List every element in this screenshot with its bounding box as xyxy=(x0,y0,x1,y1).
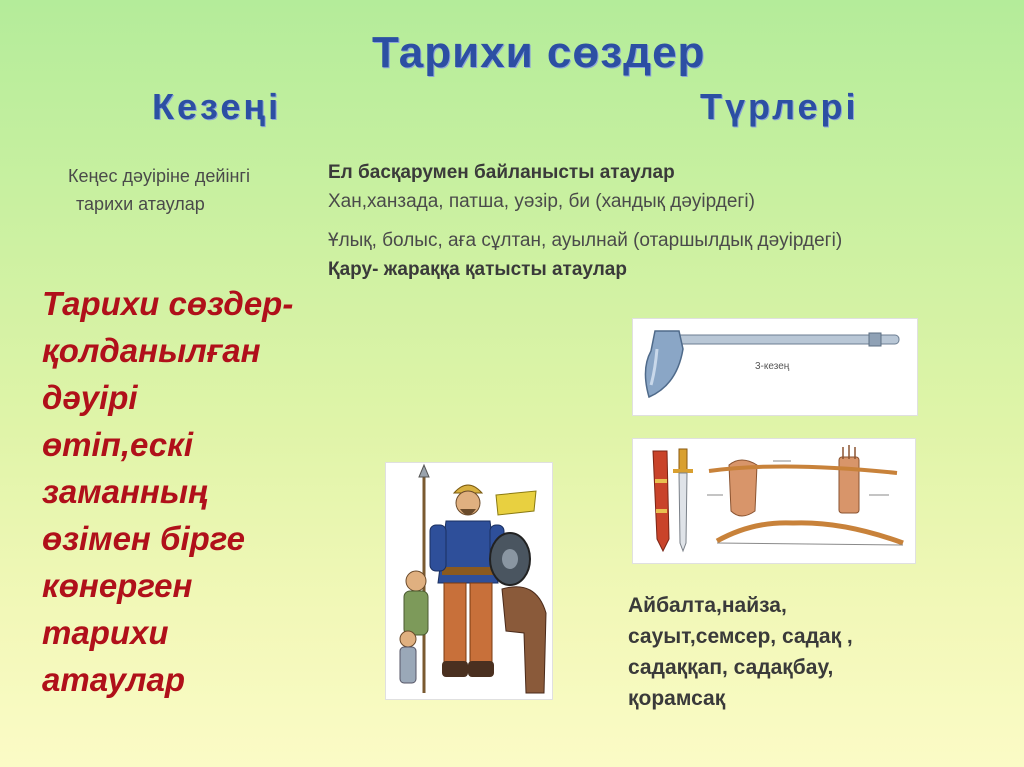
definition-line: дәуірі xyxy=(42,379,138,416)
definition-line: заманның xyxy=(42,473,208,510)
period-line-2: тарихи атаулар xyxy=(76,194,205,214)
slide-title: Тарихи сөздер xyxy=(372,28,706,77)
admin-line-2: Ұлық, болыс, аға сұлтан, ауылнай (отаршылдық дәуірдегі) xyxy=(328,230,843,251)
weapons-image xyxy=(632,438,916,564)
definition-line: Тарихи сөздер- xyxy=(42,285,294,322)
definition-line: көнерген xyxy=(42,567,193,604)
axe-caption: 3-кезең xyxy=(755,361,790,372)
weapons-illustration xyxy=(633,439,915,563)
definition-line: өзімен бірге xyxy=(42,520,245,557)
definition-text xyxy=(42,280,342,703)
period-line-1: Кеңес дәуіріне дейінгі xyxy=(68,166,250,186)
types-text xyxy=(328,158,842,284)
definition-line: қолданылған xyxy=(42,332,261,369)
admin-heading: Ел басқарумен байланысты атаулар xyxy=(328,162,675,183)
weapons-line: қорамсақ xyxy=(628,687,726,710)
admin-line-1: Хан,ханзада, патша, уәзір, би (хандық дәуірдегі) xyxy=(328,191,755,212)
weapons-line: сауыт,семсер, садақ , xyxy=(628,625,853,648)
weapons-line: садаққап, садақбау, xyxy=(628,656,834,679)
warrior-image xyxy=(385,462,553,700)
types-header: Түрлері xyxy=(700,86,859,127)
definition-line: тарихи xyxy=(42,614,169,651)
axe-image xyxy=(632,318,918,416)
warrior-illustration xyxy=(386,463,552,699)
weapons-list xyxy=(628,590,928,714)
definition-line: өтіп,ескі xyxy=(42,426,193,463)
period-header: Кезеңі xyxy=(152,86,282,127)
definition-line: атаулар xyxy=(42,661,186,698)
weapons-line: Айбалта,найза, xyxy=(628,594,787,617)
weapons-heading: Қару- жараққа қатысты атаулар xyxy=(328,259,627,280)
period-text xyxy=(68,162,250,218)
